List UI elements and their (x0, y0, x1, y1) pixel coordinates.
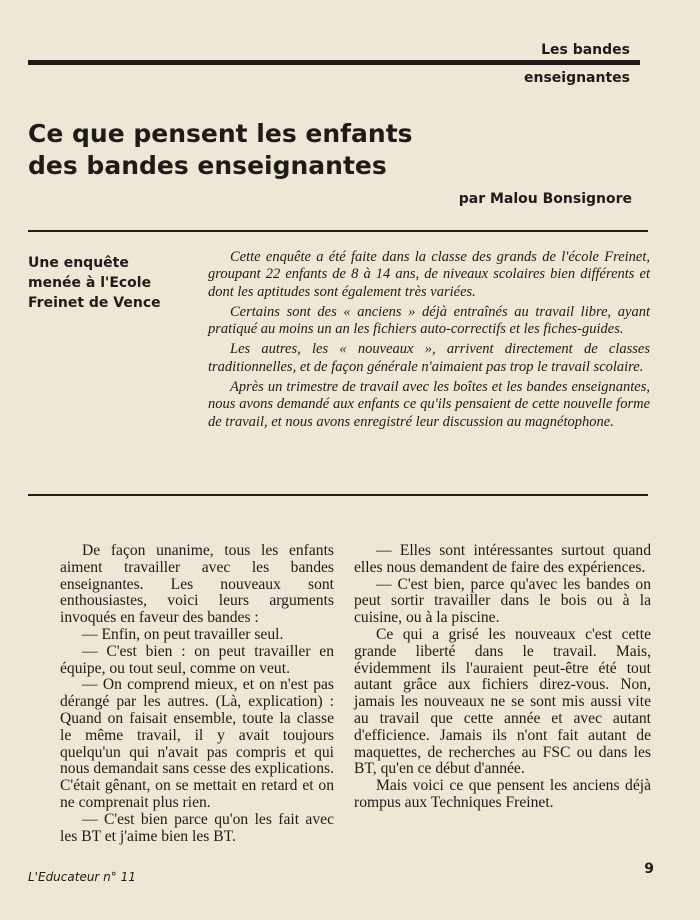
intro-paragraph: Les autres, les « nouveaux », arrivent directement de classes traditionnelles, et de façon générale n'aimaient pas trop le travail scolaire. (208, 341, 650, 375)
body-paragraph: — C'est bien, parce qu'avec les bandes on peut sortir travailler dans le bois ou à la cuisine, ou à la piscine. (354, 575, 651, 627)
side-heading (28, 253, 188, 313)
intro-paragraph: Après un trimestre de travail avec les boîtes et les bandes enseignantes, nous avons demandé aux enfants ce qu'ils pensaient de cette nouvelle forme de travail, et nous avons enregistré leur discussion au magnétophone. (208, 379, 650, 430)
section-tag-line1: Les bandes (541, 42, 630, 58)
intro-paragraph: Certains sont des « anciens » déjà entraînés au travail libre, ayant pratiqué au moins un an les fichiers auto-correctifs et les fiches-guides. (208, 303, 650, 338)
divider-rule (28, 230, 648, 232)
body-paragraph: — C'est bien parce qu'on les fait avec les BT et j'aime bien les BT. (60, 810, 334, 845)
title-line1: Ce que pensent les enfants (28, 119, 413, 148)
title-line2: des bandes enseignantes (28, 151, 387, 180)
body-paragraph: De façon unanime, tous les enfants aiment travailler avec les bandes enseignantes. Les nouveaux sont enthousiastes, voici leurs arguments invoqués en faveur des bandes : (60, 542, 334, 627)
body-paragraph: — C'est bien : on peut travailler en équipe, ou tout seul, comme on veut. (60, 642, 334, 677)
intro-text (208, 249, 650, 434)
body-paragraph: — Enfin, on peut travailler seul. (82, 625, 284, 643)
side-heading-line: Une enquête (28, 255, 129, 271)
article-title (28, 118, 588, 182)
publication-footer: L'Educateur n° 11 (28, 870, 136, 884)
side-heading-line: menée à l'Ecole (28, 275, 152, 291)
body-paragraph: — Elles sont intéressantes surtout quand elles nous demandent de faire des expériences. (354, 542, 651, 576)
body-paragraph: Ce qui a grisé les nouveaux c'est cette grande liberté dans le travail. Mais, évidemment ils l'auraient peut-être été tout autant grâce aux fichiers direz-vous. Non, jamais les nouveaux ne se sont mis aussi vite au travail que cette année et avec autant d'efficience. Jamais ils n'ont fait autant de maquettes, de recherches au FSC ou dans les BT, qu'en ce début d'année. (354, 625, 651, 778)
top-rule (28, 60, 640, 65)
body-paragraph: Mais voici ce que pensent les anciens déjà rompus aux Techniques Freinet. (354, 777, 651, 811)
body-paragraph: — On comprend mieux, et on n'est pas dérangé par les autres. (Là, explication) : Quand on faisait ensemble, toute la classe le même travail, il y avait toujours quelqu'un qui n'avait pas compris et qui nous demandait sans cesse des explications. C'était gênant, on se mettait en retard et on ne comprenait plus rien. (60, 676, 334, 811)
divider-rule (28, 494, 648, 496)
page-number: 9 (644, 861, 654, 877)
left-column (60, 543, 334, 845)
byline: par Malou Bonsignore (458, 191, 632, 207)
intro-paragraph: Cette enquête a été faite dans la classe des grands de l'école Freinet, groupant 22 enfants de 8 à 14 ans, de niveaux scolaires bien différents et dont les aptitudes sont également très variées. (208, 249, 650, 300)
side-heading-line: Freinet de Vence (28, 295, 161, 311)
right-column (354, 543, 651, 812)
section-tag-line2: enseignantes (523, 70, 630, 86)
